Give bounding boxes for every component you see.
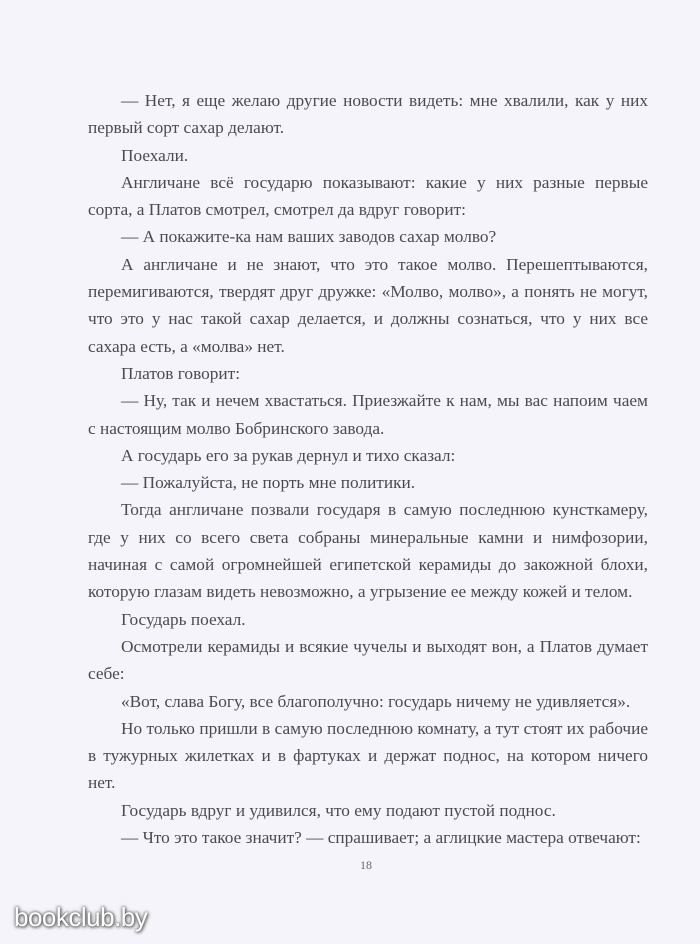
paragraph: — Нет, я еще желаю другие новости видеть: мне хвалили, как у них первый сорт сахар делают. — [88, 91, 648, 138]
paragraph: Но только пришли в самую последнюю комнату, а тут стоят их рабочие в тужурных жилетках и в фартуках и держат поднос, на котором ничего нет. — [88, 718, 648, 793]
paragraph: Государь поехал. — [121, 609, 246, 629]
paragraph: «Вот, слава Богу, все благополучно: государь ничему не удивляется». — [121, 691, 631, 711]
paragraph: — Что это такое значит? — спрашивает; а аглицкие мастера отвечают: — [121, 828, 641, 848]
watermark-logo: bookclub.by — [14, 902, 148, 932]
paragraph: Тогда англичане позвали государя в самую последнюю кунсткамеру, где у них со всего света собраны минеральные камни и нимфозории, начиная с самой огромнейшей египетской керамиды до закожной блохи, которую глазам видеть невозможно, а угрызение ее между кожей и телом. — [88, 500, 648, 602]
book-page-text — [88, 87, 648, 851]
paragraph: — А покажите-ка нам ваших заводов сахар молво? — [121, 227, 497, 247]
paragraph: — Пожалуйста, не порть мне политики. — [121, 473, 416, 493]
paragraph: А государь его за рукав дернул и тихо сказал: — [121, 445, 456, 465]
page-number: 18 — [360, 858, 372, 872]
paragraph: Поехали. — [121, 145, 189, 165]
paragraph: Осмотрели керамиды и всякие чучелы и выходят вон, а Платов думает себе: — [88, 636, 648, 684]
paragraph: Платов говорит: — [121, 363, 240, 383]
paragraph: Англичане всё государю показывают: какие у них разные первые сорта, а Платов смотрел, смотрел да вдруг говорит: — [88, 172, 648, 220]
paragraph: А англичане и не знают, что это такое молво. Перешептываются, перемигиваются, твердят друг дружке: «Молво, молво», а понять не могут, что это у нас такой сахар делается, и должны сознаться, что у них все сахара есть, а «молва» нет. — [88, 254, 648, 356]
paragraph: Государь вдруг и удивился, что ему подают пустой поднос. — [121, 800, 556, 820]
paragraph: — Ну, так и нечем хвастаться. Приезжайте к нам, мы вас напоим чаем с настоящим молво Бобринского завода. — [88, 391, 648, 438]
